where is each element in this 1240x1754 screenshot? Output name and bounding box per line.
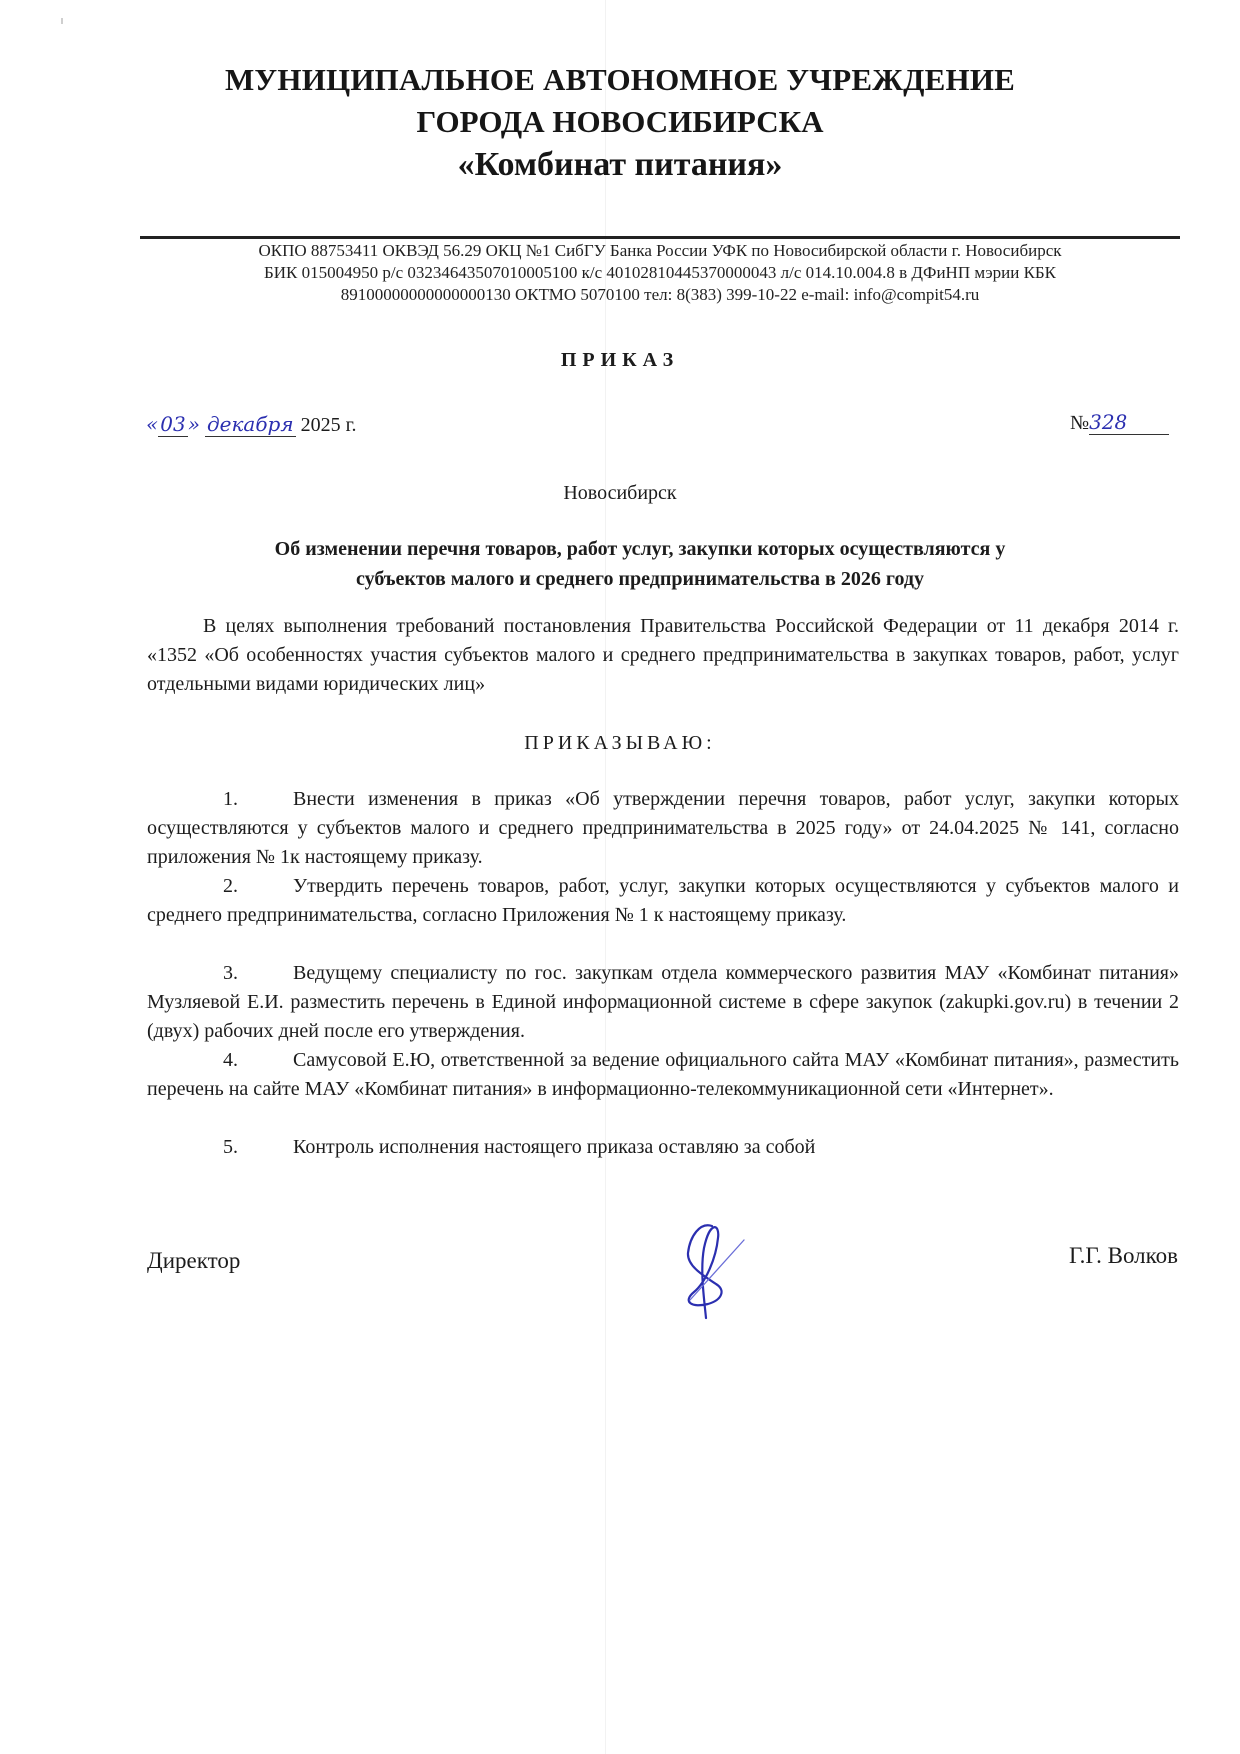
subject-line: субъектов малого и среднего предпринимательства в 2026 году bbox=[356, 568, 924, 590]
item-text: Утвердить перечень товаров, работ, услуг, закупки которых осуществляются у субъектов малого и среднего предпринимательства, согласно Приложения № 1 к настоящему приказу. bbox=[147, 875, 1179, 926]
org-name-line3: «Комбинат питания» bbox=[457, 146, 783, 183]
signatory-name: Г.Г. Волков bbox=[1068, 1243, 1178, 1268]
item-number: 1. bbox=[223, 788, 238, 810]
order-item bbox=[147, 872, 1179, 930]
item-number: 3. bbox=[223, 962, 238, 984]
order-item bbox=[147, 1133, 1179, 1162]
order-number bbox=[1070, 410, 1169, 435]
item-number: 2. bbox=[223, 875, 238, 897]
order-date bbox=[146, 412, 357, 437]
number-value: 328 bbox=[1089, 410, 1169, 435]
order-item bbox=[147, 959, 1179, 1046]
date-day: 03 bbox=[160, 412, 186, 436]
order-subject bbox=[180, 534, 1100, 594]
signatory-position: Директор bbox=[147, 1248, 241, 1273]
item-number: 5. bbox=[223, 1136, 238, 1158]
org-name-line1: МУНИЦИПАЛЬНОЕ АВТОНОМНОЕ УЧРЕЖДЕНИЕ bbox=[224, 62, 1016, 97]
order-item bbox=[147, 1046, 1179, 1104]
org-name-line2: ГОРОДА НОВОСИБИРСКА bbox=[416, 104, 824, 139]
requisites-line: БИК 015004950 р/с 03234643507010005100 к/с 40102810445370000043 л/с 014.10.004.8 в ДФиНП мэрии КБК bbox=[263, 263, 1057, 282]
intro-paragraph: В целях выполнения требований постановления Правительства Российской Федерации от 11 декабря 2014 г. «1352 «Об особенностях участия субъектов малого и среднего предпринимательства в закупках товаров, работ, услуг отдельными видами юридических лиц» bbox=[147, 615, 1179, 695]
document-title: ПРИКАЗ bbox=[560, 349, 680, 371]
item-text: Ведущему специалисту по гос. закупкам отдела коммерческого развития МАУ «Комбинат питания» Музляевой Е.И. разместить перечень в Единой информационной системе в сфере закупок (zakupki.gov.ru) в течении 2 (двух) рабочих дней после его утверждения. bbox=[147, 962, 1179, 1042]
requisites-block bbox=[130, 240, 1190, 306]
date-open-quote: « bbox=[146, 412, 159, 436]
item-number: 4. bbox=[223, 1049, 238, 1071]
item-text: Самусовой Е.Ю, ответственной за ведение официального сайта МАУ «Комбинат питания», разместить перечень на сайте МАУ «Комбинат питания» в информационно-телекоммуникационной сети «Интернет». bbox=[147, 1049, 1179, 1100]
item-text: Контроль исполнения настоящего приказа оставляю за собой bbox=[293, 1136, 816, 1158]
handwritten-signature-icon bbox=[660, 1218, 750, 1323]
number-label: № bbox=[1070, 412, 1090, 434]
date-month: декабря bbox=[206, 412, 294, 436]
subject-line: Об изменении перечня товаров, работ услуг, закупки которых осуществляются у bbox=[274, 538, 1006, 560]
requisites-line: 89100000000000000130 ОКТМО 5070100 тел: 8(383) 399-10-22 e-mail: info@compit54.ru bbox=[340, 285, 980, 304]
header-divider bbox=[140, 236, 1180, 239]
city: Новосибирск bbox=[563, 482, 677, 504]
item-text: Внести изменения в приказ «Об утверждении перечня товаров, работ услуг, закупки которых осуществляются у субъектов малого и среднего предпринимательства в 2025 году» от 24.04.2025 № 141, согласно приложения № 1к настоящему приказу. bbox=[147, 788, 1179, 868]
order-item bbox=[147, 785, 1179, 872]
requisites-line: ОКПО 88753411 ОКВЭД 56.29 ОКЦ №1 СибГУ Банка России УФК по Новосибирской области г. Новосибирск bbox=[258, 241, 1062, 260]
scan-artifact bbox=[61, 18, 63, 24]
date-close-quote: » bbox=[187, 412, 200, 436]
orders-heading: ПРИКАЗЫВАЮ: bbox=[524, 732, 716, 754]
date-year: 2025 г. bbox=[300, 414, 357, 436]
